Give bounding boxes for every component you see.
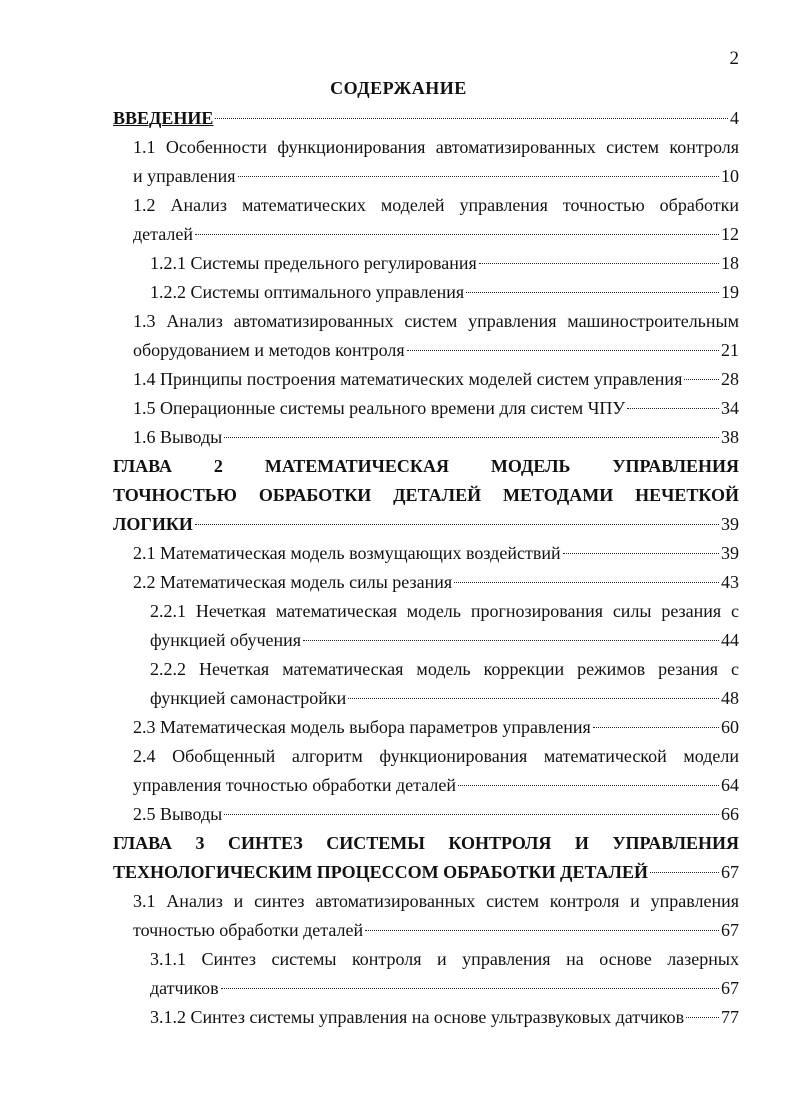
toc-page-number: 67 bbox=[721, 978, 739, 998]
dotted-leader bbox=[348, 698, 719, 699]
toc-entry-last-line bbox=[133, 365, 739, 394]
toc-entry-text: точностью обработки деталей bbox=[133, 920, 364, 940]
toc-entry[interactable] bbox=[113, 104, 739, 133]
toc-entry-text: 1.4 Принципы построения математических моделей систем управления bbox=[133, 369, 683, 389]
page-number: 2 bbox=[729, 48, 739, 69]
dotted-leader bbox=[593, 727, 719, 728]
toc-entry-text: ЛОГИКИ bbox=[113, 514, 193, 534]
toc-entry-line bbox=[113, 829, 739, 858]
toc-entry-last-line bbox=[133, 423, 739, 452]
toc-entry-text: 1.2.2 Системы оптимального управления bbox=[150, 282, 465, 302]
toc-entry-text: ВВЕДЕНИЕ bbox=[113, 108, 214, 128]
toc-entry-text-line: 2.4 Обобщенный алгоритм функционирования математической модели bbox=[133, 746, 739, 766]
toc-page-number: 39 bbox=[721, 514, 739, 534]
toc-entry[interactable] bbox=[133, 191, 739, 249]
toc-entry-text-line: 3.1 Анализ и синтез автоматизированных систем контроля и управления bbox=[133, 891, 739, 911]
dotted-leader bbox=[195, 524, 719, 525]
toc-entry-line bbox=[113, 481, 739, 510]
toc-entry-line bbox=[133, 191, 739, 220]
toc-entry-last-line bbox=[133, 394, 739, 423]
toc-entry-last-line bbox=[150, 626, 739, 655]
dotted-leader bbox=[627, 408, 719, 409]
toc-page-number: 60 bbox=[721, 717, 739, 737]
toc-page-number: 66 bbox=[721, 804, 739, 824]
toc-entry-last-line bbox=[133, 220, 739, 249]
toc-entry-last-line bbox=[113, 858, 739, 887]
dotted-leader bbox=[224, 437, 719, 438]
toc-entry-last-line bbox=[133, 539, 739, 568]
toc-entry[interactable] bbox=[133, 742, 739, 800]
dotted-leader bbox=[466, 292, 719, 293]
toc-entry-text: 2.2 Математическая модель силы резания bbox=[133, 572, 453, 592]
dotted-leader bbox=[650, 872, 719, 873]
dotted-leader bbox=[215, 118, 728, 119]
toc-entry-last-line bbox=[150, 1003, 739, 1032]
toc-entry-last-line bbox=[150, 249, 739, 278]
toc-page-number: 77 bbox=[721, 1007, 739, 1027]
toc-entry-text: ТЕХНОЛОГИЧЕСКИМ ПРОЦЕССОМ ОБРАБОТКИ ДЕТАЛЕЙ bbox=[113, 862, 648, 882]
toc-entry-line bbox=[133, 742, 739, 771]
dotted-leader bbox=[684, 379, 719, 380]
dotted-leader bbox=[195, 234, 719, 235]
toc-entry[interactable] bbox=[150, 655, 739, 713]
toc-entry-text: 1.2.1 Системы предельного регулирования bbox=[150, 253, 477, 273]
toc-entry-last-line bbox=[133, 568, 739, 597]
toc-entry-text: 3.1.2 Синтез системы управления на основе ультразвуковых датчиков bbox=[150, 1007, 685, 1027]
toc-entry-last-line bbox=[113, 104, 739, 133]
toc-entry-text: функцией обучения bbox=[150, 630, 302, 650]
toc-entry-text: оборудованием и методов контроля bbox=[133, 340, 405, 360]
toc-entry[interactable] bbox=[150, 1003, 739, 1032]
toc-entry-text-line: ТОЧНОСТЬЮ ОБРАБОТКИ ДЕТАЛЕЙ МЕТОДАМИ НЕЧЕТКОЙ bbox=[113, 485, 739, 505]
toc-page-number: 34 bbox=[721, 398, 739, 418]
toc-entry-line bbox=[150, 655, 739, 684]
toc-entry[interactable] bbox=[133, 568, 739, 597]
toc-entry-text-line: 1.2 Анализ математических моделей управления точностью обработки bbox=[133, 195, 739, 215]
toc-entry-text-line: 2.2.1 Нечеткая математическая модель прогнозирования силы резания с bbox=[150, 601, 739, 621]
dotted-leader bbox=[303, 640, 719, 641]
toc-page-number: 67 bbox=[721, 920, 739, 940]
table-of-contents bbox=[0, 104, 797, 1032]
toc-entry-last-line bbox=[133, 916, 739, 945]
toc-entry[interactable] bbox=[133, 800, 739, 829]
toc-entry-text: датчиков bbox=[150, 978, 219, 998]
dotted-leader bbox=[365, 930, 719, 931]
toc-entry-last-line bbox=[133, 800, 739, 829]
toc-entry-text-line: 2.2.2 Нечеткая математическая модель коррекции режимов резания с bbox=[150, 659, 739, 679]
toc-entry-last-line bbox=[133, 336, 739, 365]
toc-page-number: 10 bbox=[721, 166, 739, 186]
toc-entry-line bbox=[133, 133, 739, 162]
toc-entry[interactable] bbox=[133, 365, 739, 394]
toc-entry-last-line bbox=[150, 974, 739, 1003]
toc-entry-text: 1.5 Операционные системы реального времени для систем ЧПУ bbox=[133, 398, 626, 418]
toc-entry[interactable] bbox=[133, 394, 739, 423]
toc-entry-last-line bbox=[113, 510, 739, 539]
toc-entry[interactable] bbox=[150, 945, 739, 1003]
toc-entry[interactable] bbox=[113, 829, 739, 887]
toc-page-number: 67 bbox=[721, 862, 739, 882]
toc-entry-last-line bbox=[150, 684, 739, 713]
dotted-leader bbox=[454, 582, 719, 583]
toc-entry[interactable] bbox=[150, 249, 739, 278]
toc-page-number: 21 bbox=[721, 340, 739, 360]
toc-entry-text-line: 1.3 Анализ автоматизированных систем управления машиностроительным bbox=[133, 311, 739, 331]
toc-entry-line bbox=[150, 597, 739, 626]
toc-entry[interactable] bbox=[133, 423, 739, 452]
toc-entry-last-line bbox=[133, 771, 739, 800]
toc-entry[interactable] bbox=[133, 133, 739, 191]
toc-title: СОДЕРЖАНИЕ bbox=[330, 78, 467, 98]
toc-entry-text-line: 1.1 Особенности функционирования автоматизированных систем контроля bbox=[133, 137, 739, 157]
toc-entry[interactable] bbox=[133, 539, 739, 568]
toc-page-number: 18 bbox=[721, 253, 739, 273]
toc-entry-line bbox=[150, 945, 739, 974]
toc-page-number: 48 bbox=[721, 688, 739, 708]
dotted-leader bbox=[238, 176, 719, 177]
toc-page-number: 38 bbox=[721, 427, 739, 447]
dotted-leader bbox=[563, 553, 719, 554]
toc-entry-text-line: 3.1.1 Синтез системы контроля и управления на основе лазерных bbox=[150, 949, 739, 969]
dotted-leader bbox=[458, 785, 719, 786]
toc-page-number: 12 bbox=[721, 224, 739, 244]
toc-page-number: 28 bbox=[721, 369, 739, 389]
toc-entry[interactable] bbox=[133, 713, 739, 742]
toc-page-number: 44 bbox=[721, 630, 739, 650]
toc-page-number: 43 bbox=[721, 572, 739, 592]
dotted-leader bbox=[686, 1017, 719, 1018]
toc-entry[interactable] bbox=[113, 452, 739, 539]
toc-entry-text: функцией самонастройки bbox=[150, 688, 347, 708]
toc-page-number: 19 bbox=[721, 282, 739, 302]
toc-page-number: 64 bbox=[721, 775, 739, 795]
dotted-leader bbox=[224, 814, 719, 815]
toc-page-number: 39 bbox=[721, 543, 739, 563]
toc-entry-line bbox=[113, 452, 739, 481]
toc-entry-line bbox=[133, 887, 739, 916]
toc-entry[interactable] bbox=[133, 307, 739, 365]
toc-page-number: 4 bbox=[730, 108, 739, 128]
dotted-leader bbox=[221, 988, 719, 989]
toc-entry[interactable] bbox=[150, 597, 739, 655]
toc-entry-text-line: ГЛАВА 2 МАТЕМАТИЧЕСКАЯ МОДЕЛЬ УПРАВЛЕНИЯ bbox=[113, 456, 739, 476]
toc-entry-text: управления точностью обработки деталей bbox=[133, 775, 457, 795]
toc-entry-last-line bbox=[133, 713, 739, 742]
toc-entry-text: 1.6 Выводы bbox=[133, 427, 223, 447]
toc-entry-text-line: ГЛАВА 3 СИНТЕЗ СИСТЕМЫ КОНТРОЛЯ И УПРАВЛЕНИЯ bbox=[113, 833, 739, 853]
dotted-leader bbox=[407, 350, 719, 351]
toc-entry-last-line bbox=[150, 278, 739, 307]
toc-entry-text: 2.3 Математическая модель выбора параметров управления bbox=[133, 717, 591, 737]
toc-entry[interactable] bbox=[150, 278, 739, 307]
toc-entry-line bbox=[133, 307, 739, 336]
dotted-leader bbox=[479, 263, 719, 264]
toc-entry-text: деталей bbox=[133, 224, 193, 244]
toc-entry-last-line bbox=[133, 162, 739, 191]
toc-entry-text: 2.1 Математическая модель возмущающих воздействий bbox=[133, 543, 561, 563]
toc-entry-text: и управления bbox=[133, 166, 236, 186]
toc-entry-text: 2.5 Выводы bbox=[133, 804, 223, 824]
toc-entry[interactable] bbox=[133, 887, 739, 945]
